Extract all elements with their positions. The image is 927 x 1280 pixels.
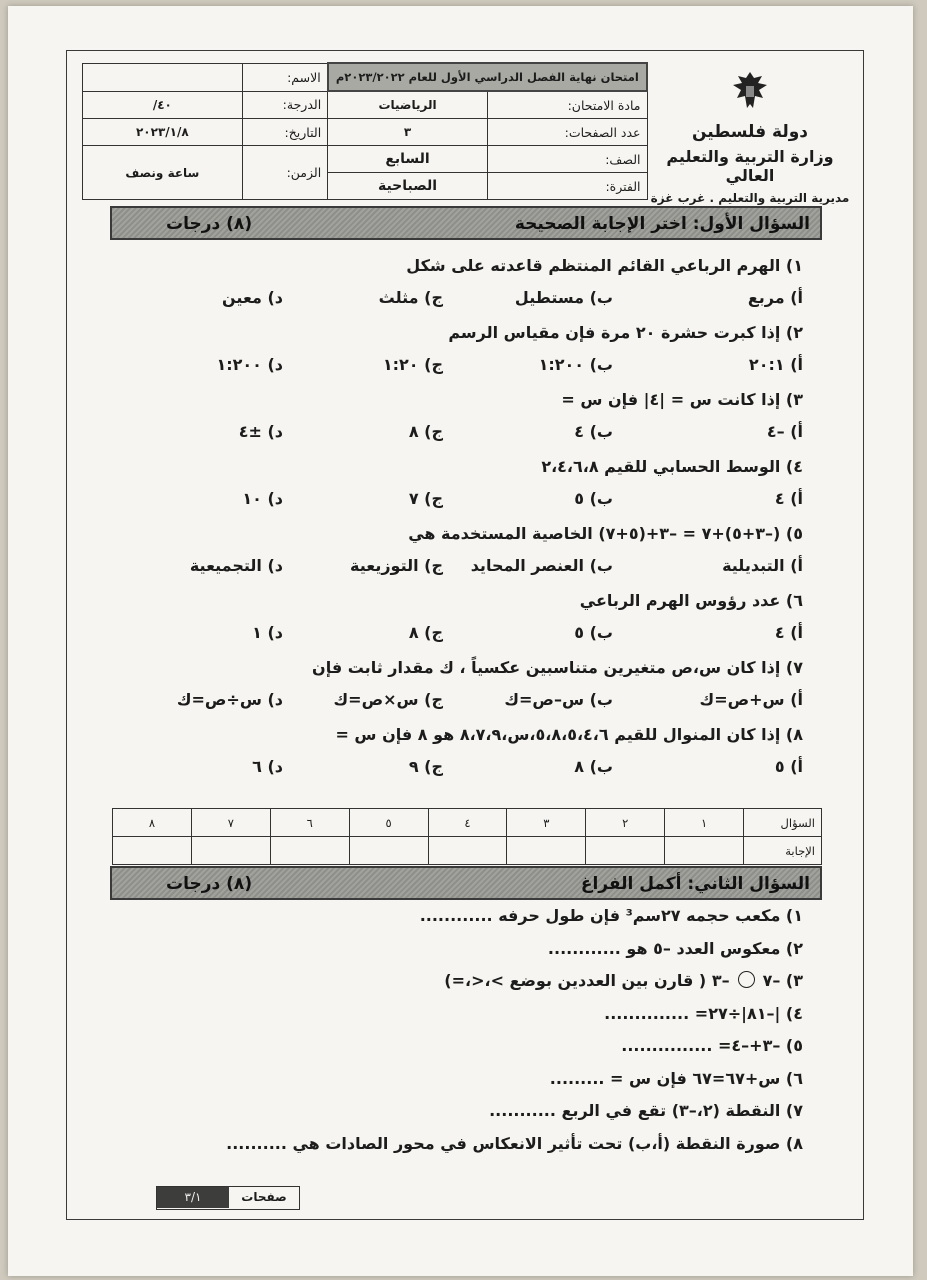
mcq-option-c[interactable]: ج) ٩ [408, 757, 443, 776]
mcq-question: ١) الهرم الرباعي القائم المنتظم قاعدته على شكل [406, 256, 803, 275]
pages-value: ٣ [328, 119, 488, 146]
mcq-option-b[interactable]: ب) مستطيل [514, 288, 613, 307]
mcq-option-d[interactable]: د) ١:٢٠٠ [216, 355, 283, 374]
mcq-question: ٦) عدد رؤوس الهرم الرباعي [579, 591, 803, 610]
subject-label: مادة الامتحان: [487, 91, 647, 119]
grid-answer-cell[interactable] [665, 837, 744, 865]
mcq-question: ٤) الوسط الحسابي للقيم ٢،٤،٦،٨ [541, 457, 803, 476]
subject-value: الرياضيات [328, 91, 488, 119]
section2-title: السؤال الثاني: أكمل الفراغ [580, 874, 810, 894]
grid-answer-cell[interactable] [428, 837, 507, 865]
grid-question-number: ١ [665, 809, 744, 837]
time-value: ساعة ونصف [83, 146, 243, 200]
fill-blank-item: ٨) صورة النقطة (أ،ب) تحت تأثير الانعكاس في محور الصادات هي .......... [226, 1133, 803, 1153]
mcq-option-b[interactable]: ب) ٤ [574, 422, 613, 441]
grid-answer-label: الإجابة [744, 837, 822, 865]
grid-question-number: ٢ [586, 809, 665, 837]
mcq-option-d[interactable]: د) معين [222, 288, 283, 307]
grid-question-number: ٨ [113, 809, 192, 837]
pages-label: عدد الصفحات: [487, 119, 647, 146]
mcq-option-d[interactable]: د) ±٤ [238, 422, 283, 441]
fill-blank-item: ١) مكعب حجمه ٢٧سم³ فإن طول حرفه ............ [419, 906, 803, 925]
mcq-option-d[interactable]: د) التجميعية [189, 556, 283, 575]
name-label: الاسم: [242, 63, 328, 91]
section2-marks: (٨) درجات [166, 874, 253, 894]
mcq-option-b[interactable]: ب) ٥ [574, 623, 613, 642]
mcq-option-c[interactable]: ج) التوزيعية [350, 556, 443, 575]
compare-circle-icon[interactable] [738, 971, 755, 988]
fill-item3-head: ٣) –٧ [762, 971, 803, 990]
mcq-option-d[interactable]: د) ٦ [252, 757, 283, 776]
grid-answer-cell[interactable] [507, 837, 586, 865]
name-value[interactable] [83, 63, 243, 91]
mcq-option-b[interactable]: ب) العنصر المحايد [470, 556, 613, 575]
grid-question-number: ٣ [507, 809, 586, 837]
mcq-option-c[interactable]: ج) ١:٢٠ [382, 355, 443, 374]
fill-blank-item: ٤) |–٨١|÷٢٧= .............. [604, 1003, 803, 1023]
class-label: الصف: [487, 146, 647, 173]
mcq-option-c[interactable]: ج) س×ص=ك [333, 690, 443, 709]
mcq-option-c[interactable]: ج) ٨ [408, 623, 443, 642]
eagle-emblem-icon [727, 68, 773, 114]
mcq-option-d[interactable]: د) ١ [252, 623, 283, 642]
mcq-option-a[interactable]: أ) ٤ [774, 489, 803, 508]
fill-blank-item [444, 971, 803, 990]
page-number: ٣/١ [157, 1187, 229, 1208]
grid-question-number: ٧ [191, 809, 270, 837]
grid-question-number: ٥ [349, 809, 428, 837]
exam-paper [8, 6, 913, 1276]
mcq-option-a[interactable]: أ) ٤ [774, 623, 803, 642]
section1-marks: (٨) درجات [166, 214, 253, 234]
mcq-option-a[interactable]: أ) ٢٠:١ [748, 355, 803, 374]
exam-title: امتحان نهاية الفصل الدراسي الأول للعام ٢٠٢٣/٢٠٢٢م [328, 63, 647, 91]
page-footer [156, 1186, 300, 1210]
section1-title: السؤال الأول: اختر الإجابة الصحيحة [514, 214, 810, 234]
shift-value: الصباحية [328, 173, 488, 200]
ministry-block [650, 62, 850, 205]
grade-label: الدرجة: [242, 91, 328, 119]
fill-blank-item: ٦) س+٦٧=٦٧ فإن س = ......... [549, 1068, 803, 1088]
mcq-option-a[interactable]: أ) –٤ [766, 422, 803, 441]
grade-value: ٤٠/ [83, 91, 243, 119]
mcq-option-d[interactable]: د) ١٠ [242, 489, 283, 508]
mcq-option-c[interactable]: ج) ٨ [408, 422, 443, 441]
section1-banner [110, 206, 822, 240]
answer-grid [112, 808, 822, 865]
fill-item3-tail: –٣ ( قارن بين العددين بوضع >،<،=) [444, 971, 730, 990]
mcq-question: ٥) (–٣+٥)+٧ = –٣+(٥+٧) الخاصية المستخدمة هي [408, 524, 803, 543]
mcq-option-d[interactable]: د) س÷ص=ك [176, 690, 283, 709]
mcq-option-b[interactable]: ب) ٥ [574, 489, 613, 508]
directorate-name: مديرية التربية والتعليم . غرب غزة [650, 191, 850, 205]
fill-blank-item: ٥) –٣+–٤= ............... [621, 1036, 803, 1055]
state-name: دولة فلسطين [691, 122, 809, 142]
mcq-option-a[interactable]: أ) ٥ [774, 757, 803, 776]
date-label: التاريخ: [242, 119, 328, 146]
grid-answer-cell[interactable] [270, 837, 349, 865]
class-value: السابع [328, 146, 488, 173]
mcq-option-a[interactable]: أ) التبديلية [722, 556, 803, 575]
grid-answer-cell[interactable] [113, 837, 192, 865]
mcq-option-c[interactable]: ج) ٧ [408, 489, 443, 508]
date-value: ٢٠٢٣/١/٨ [83, 119, 243, 146]
section2-banner [110, 866, 822, 900]
grid-answer-cell[interactable] [586, 837, 665, 865]
ministry-name: وزارة التربية والتعليم العالي [666, 147, 834, 185]
mcq-question: ٣) إذا كانت س = |٤| فإن س = [561, 390, 803, 409]
mcq-question: ٨) إذا كان المنوال للقيم ٥،٨،٥،٤،٦،س،٨،٧،٩ هو ٨ فإن س = [335, 725, 803, 744]
mcq-option-c[interactable]: ج) مثلث [378, 288, 443, 307]
fill-blank-item: ٧) النقطة (٢،–٣) تقع في الربع ........... [489, 1101, 803, 1120]
grid-question-number: ٦ [270, 809, 349, 837]
grid-answer-cell[interactable] [191, 837, 270, 865]
mcq-option-b[interactable]: ب) ٨ [574, 757, 613, 776]
mcq-option-a[interactable]: أ) س+ص=ك [699, 690, 803, 709]
mcq-option-b[interactable]: ب) ١:٢٠٠ [538, 355, 613, 374]
exam-info-table [82, 62, 648, 200]
shift-label: الفترة: [487, 173, 647, 200]
mcq-question: ٧) إذا كان س،ص متغيرين متناسبين عكسياً ، ك مقدار ثابت فإن [312, 658, 803, 677]
grid-question-label: السؤال [744, 809, 822, 837]
fill-blank-item: ٢) معكوس العدد –٥ هو ............ [547, 938, 803, 958]
exam-header [82, 62, 850, 205]
grid-answer-cell[interactable] [349, 837, 428, 865]
mcq-question: ٢) إذا كبرت حشرة ٢٠ مرة فإن مقياس الرسم [448, 323, 803, 342]
mcq-option-a[interactable]: أ) مربع [747, 288, 803, 307]
grid-question-number: ٤ [428, 809, 507, 837]
pages-footer-label: صفحات [241, 1190, 287, 1204]
time-label: الزمن: [242, 146, 328, 200]
mcq-option-b[interactable]: ب) س–ص=ك [504, 690, 613, 709]
